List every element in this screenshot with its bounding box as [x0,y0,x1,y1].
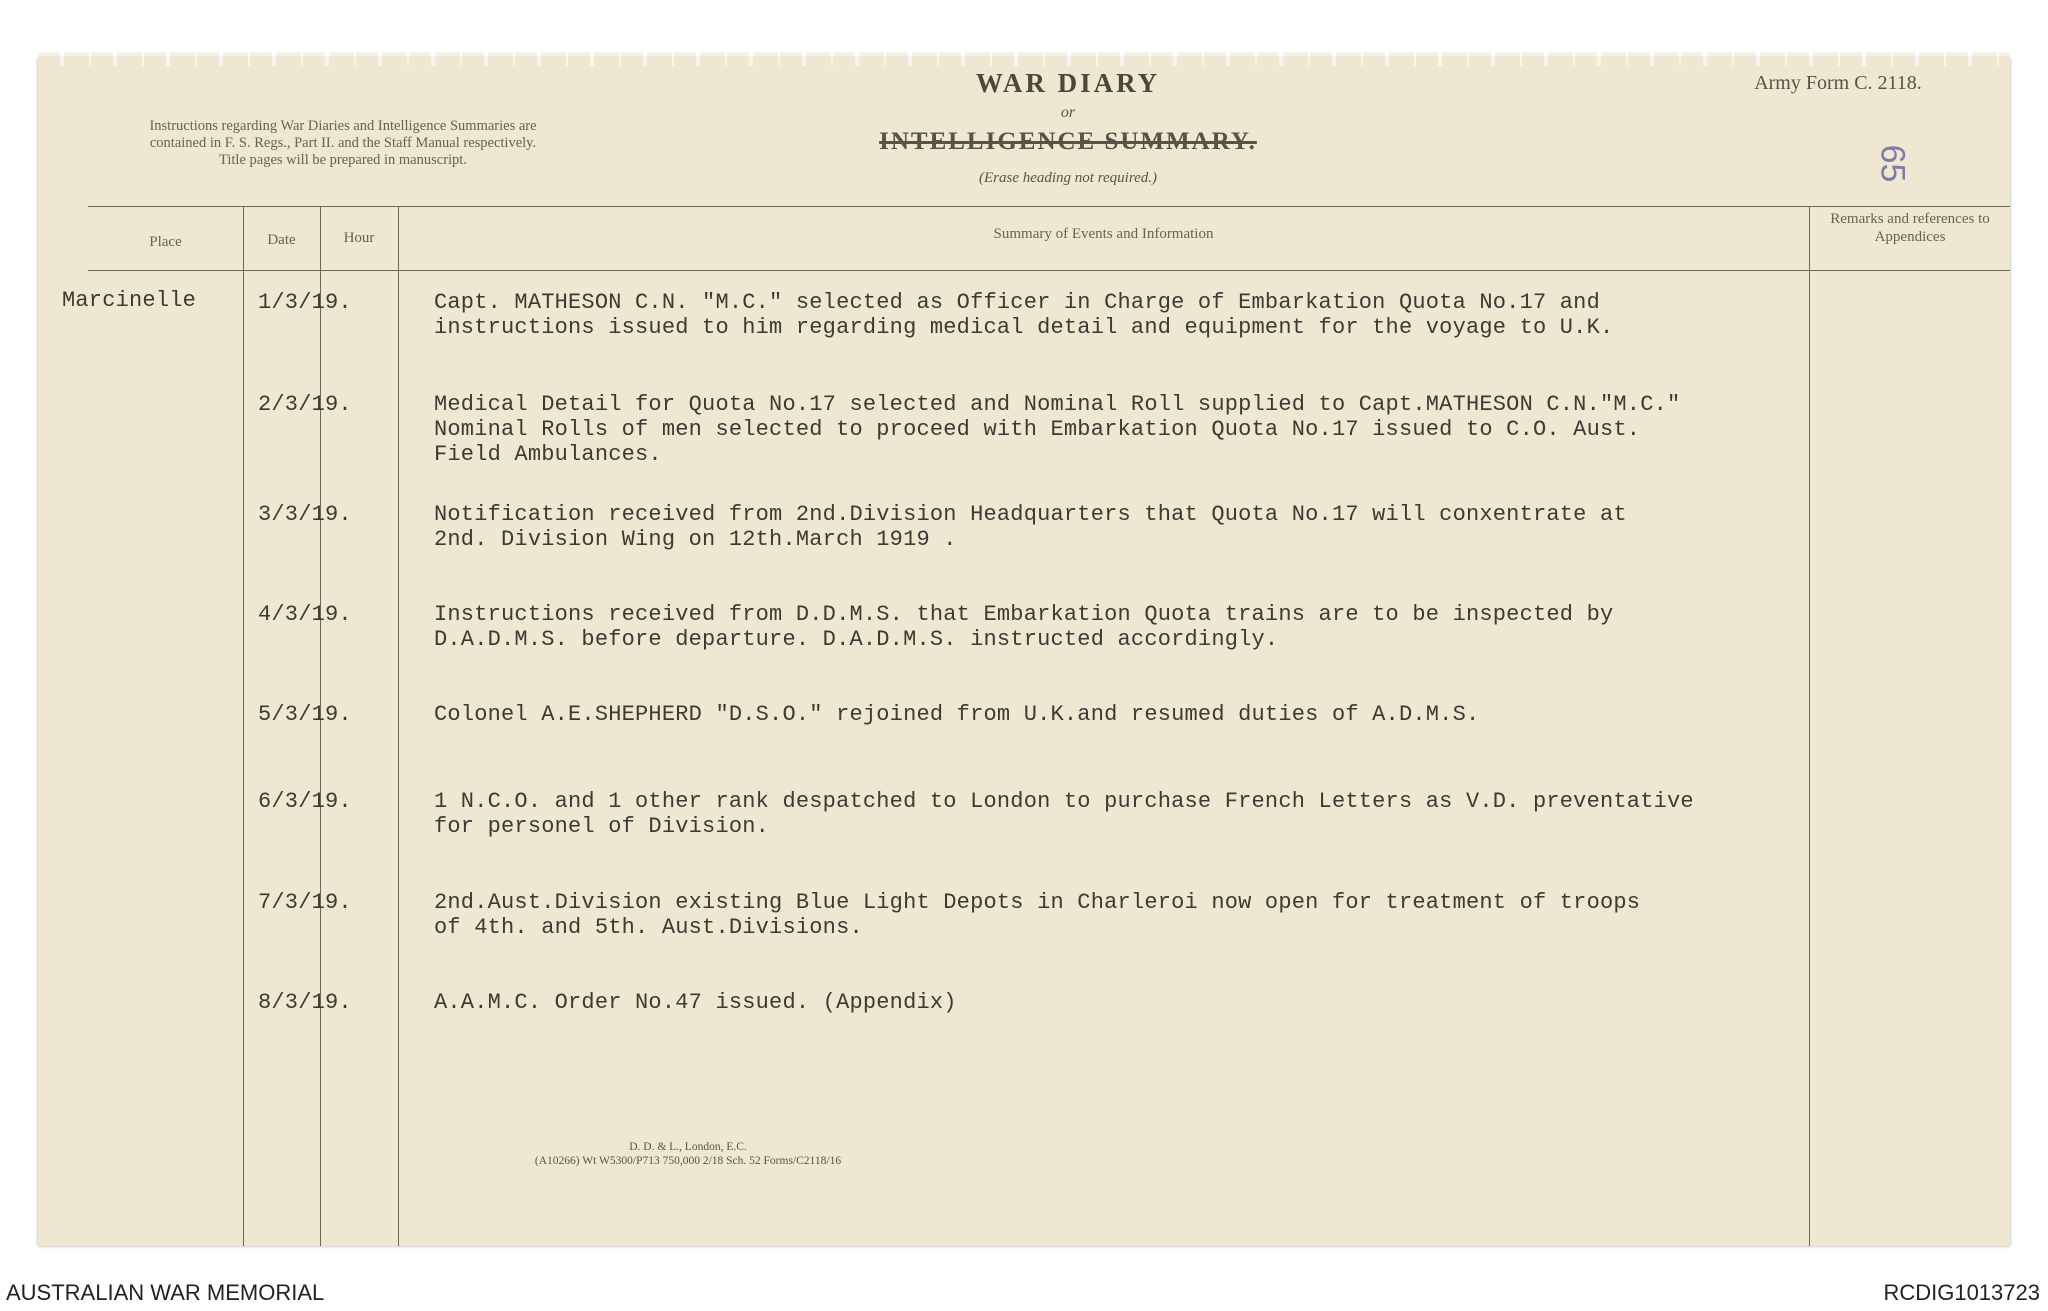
entry-date: 3/3/19. [258,502,352,527]
title-or: or [1060,104,1076,121]
entry-date: 6/3/19. [258,789,352,814]
imprint-line-2: (A10266) Wt W5300/P713 750,000 2/18 Sch. 52 Forms/C2118/16 [534,1155,842,1167]
page-number: 65 [1873,144,1912,183]
table-header-rule [88,270,2010,271]
printer-imprint [438,1140,938,1168]
entry-line: Field Ambulances. [434,442,662,467]
entry-line: 1 N.C.O. and 1 other rank despatched to London to purchase French Letters as V.D. preventative [434,789,1694,814]
document-title: WAR DIARY [975,68,1161,98]
column-header-remarks: Remarks and references to Appendices [1830,211,1990,245]
entry-line: for personel of Division. [434,814,770,839]
entry-text [434,990,957,1015]
entry-line: 2nd. Division Wing on 12th.March 1919 . [434,527,957,552]
entry-line: Notification received from 2nd.Division Headquarters that Quota No.17 will conxentrate at [434,502,1627,527]
entry-line: Nominal Rolls of men selected to proceed with Embarkation Quota No.17 issued to C.O. Aust. [434,417,1641,442]
table-top-rule [88,206,2010,207]
entry-line: Capt. MATHESON C.N. "M.C." selected as Officer in Charge of Embarkation Quota No.17 and [434,290,1600,315]
army-form-number: Army Form C. 2118. [1754,72,1922,94]
entry-text [434,290,1613,340]
document-subtitle-struck: INTELLIGENCE SUMMARY. [879,128,1257,155]
column-header-summary: Summary of Events and Information [993,226,1214,242]
torn-edge [38,52,2010,66]
column-divider-summary [1809,206,1810,1246]
instructions-note: Instructions regarding War Diaries and Intelligence Summaries are contained in F. S. Regs., Part II. and the Staff Manual respectively. Title pages will be prepared in manuscript. [149,118,537,168]
column-divider-place [243,206,244,1246]
war-diary-sheet [38,58,2010,1246]
entry-line: Instructions received from D.D.M.S. that Embarkation Quota trains are to be inspected by [434,602,1614,627]
column-header-place: Place [149,234,182,250]
entry-date: 2/3/19. [258,392,352,417]
archive-caption-left: AUSTRALIAN WAR MEMORIAL [6,1280,325,1305]
entry-text [434,502,1627,552]
entry-line: D.A.D.M.S. before departure. D.A.D.M.S. instructed accordingly. [434,627,1279,652]
entry-line: A.A.M.C. Order No.47 issued. (Appendix) [434,990,957,1015]
imprint-line-1: D. D. & L., London, E.C. [629,1141,747,1153]
entry-line: Medical Detail for Quota No.17 selected and Nominal Roll supplied to Capt.MATHESON C.N."M.C." [434,392,1681,417]
erase-note: (Erase heading not required.) [978,170,1158,186]
column-header-hour: Hour [343,230,375,246]
entry-line: Colonel A.E.SHEPHERD "D.S.O." rejoined from U.K.and resumed duties of A.D.M.S. [434,702,1480,727]
entry-date: 1/3/19. [258,290,352,315]
entry-line: 2nd.Aust.Division existing Blue Light Depots in Charleroi now open for treatment of troops [434,890,1641,915]
entry-text [434,890,1640,940]
entry-text [434,702,1479,727]
entry-line: of 4th. and 5th. Aust.Divisions. [434,915,863,940]
entry-text [434,602,1613,652]
place-entry: Marcinelle [62,288,197,313]
entry-line: instructions issued to him regarding medical detail and equipment for the voyage to U.K. [434,315,1614,340]
column-divider-hour [398,206,399,1246]
entry-text [434,789,1694,839]
entry-date: 7/3/19. [258,890,352,915]
entry-date: 4/3/19. [258,602,352,627]
entry-date: 8/3/19. [258,990,352,1015]
entry-text [434,392,1680,467]
entry-date: 5/3/19. [258,702,352,727]
archive-caption-right: RCDIG1013723 [1883,1280,2040,1305]
column-header-date: Date [267,232,296,248]
